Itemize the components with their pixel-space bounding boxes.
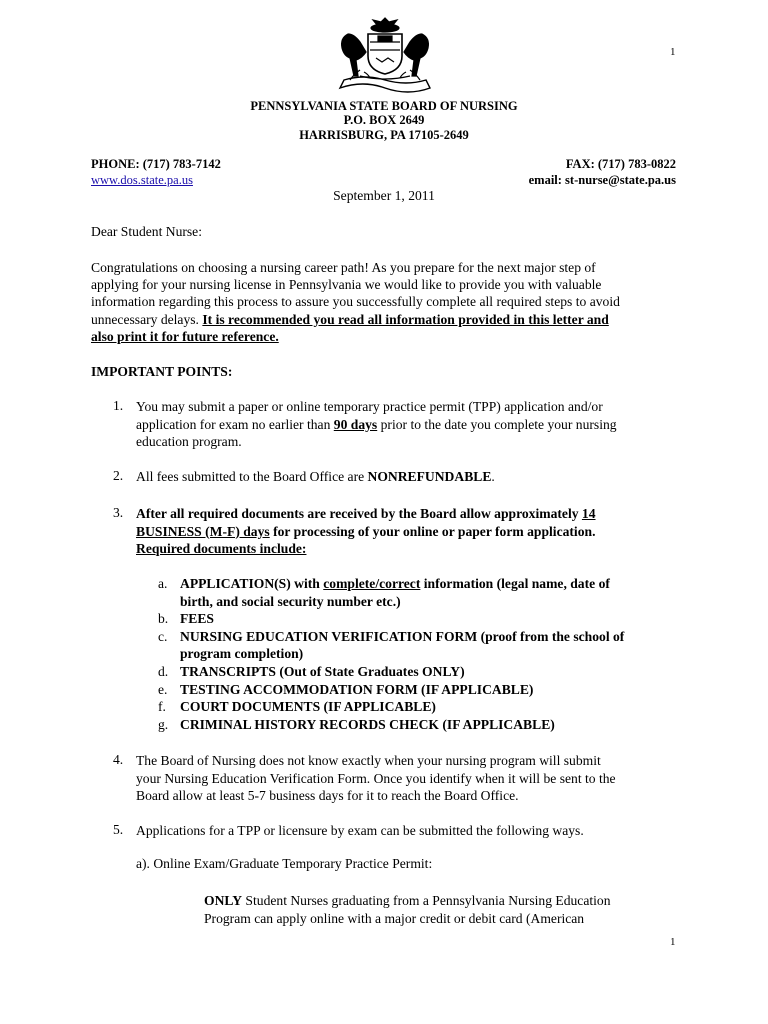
list-letter: a. — [158, 576, 168, 591]
point-line — [136, 416, 696, 434]
list-text: NURSING EDUCATION VERIFICATION FORM (proof from the school of — [180, 628, 625, 644]
paragraph-emphasis: ONLY — [204, 893, 243, 908]
website-link[interactable]: www.dos.state.pa.us — [91, 173, 193, 187]
salutation: Dear Student Nurse: — [91, 224, 202, 239]
list-letter: b. — [158, 611, 169, 627]
point-line: The Board of Nursing does not know exactly when your nursing program will submit — [136, 753, 601, 768]
intro-paragraph — [91, 259, 691, 345]
list-letter: d. — [158, 663, 169, 679]
point-3-text — [136, 505, 696, 558]
list-letter: c. — [158, 628, 168, 644]
point-line: You may submit a paper or online temporary practice permit (TPP) application and/or — [136, 399, 603, 414]
fax-number: FAX: (717) 783-0822 — [565, 157, 676, 171]
point-text: application for exam no earlier than — [136, 416, 334, 432]
online-application-paragraph — [204, 892, 684, 927]
point-emphasis: 14 — [581, 506, 596, 521]
header-agency-name: PENNSYLVANIA STATE BOARD OF NURSING — [250, 99, 518, 113]
point-number: 1. — [113, 398, 124, 413]
list-text: CRIMINAL HISTORY RECORDS CHECK (IF APPLICABLE) — [180, 716, 555, 732]
point-emphasis: BUSINESS (M-F) days — [136, 523, 270, 539]
point-text: prior to the date you complete your nursing — [377, 416, 617, 432]
page-number-bottom: 1 — [670, 936, 676, 948]
list-item — [158, 716, 698, 734]
subsection-a-heading: a). Online Exam/Graduate Temporary Practice Permit: — [136, 856, 433, 871]
email-address: email: st-nurse@state.pa.us — [528, 173, 676, 187]
list-item — [158, 663, 698, 681]
intro-line: information regarding this process to assure you successfully complete all required steps to avoid — [91, 294, 620, 310]
header-po-box: P.O. BOX 2649 — [343, 113, 425, 127]
paragraph-line — [204, 892, 684, 910]
list-letter: g. — [158, 716, 169, 732]
list-text: COURT DOCUMENTS (IF APPLICABLE) — [180, 699, 436, 715]
point-line — [136, 523, 696, 541]
point-line: your Nursing Education Verification Form. Once you identify when it will be sent to the — [136, 770, 616, 786]
intro-emphasis: also print it for future reference. — [91, 328, 279, 344]
phone-number: PHONE: (717) 783-7142 — [91, 157, 221, 171]
point-emphasis: NONREFUNDABLE — [367, 469, 492, 484]
list-item — [158, 575, 698, 593]
point-line: education program. — [136, 434, 242, 449]
intro-line: Congratulations on choosing a nursing career path! As you prepare for the next major step of — [91, 260, 596, 275]
list-item — [158, 610, 698, 628]
letter-date: September 1, 2011 — [333, 188, 435, 203]
paragraph-line: Program can apply online with a major credit or debit card (American — [204, 910, 585, 926]
intro-emphasis: It is recommended you read all information provided in this letter and — [202, 311, 609, 327]
list-item — [158, 628, 698, 646]
intro-line: applying for your nursing license in Pennsylvania we would like to provide you with valuable — [91, 277, 602, 293]
list-emphasis: complete/correct — [323, 576, 421, 591]
list-continuation: program completion) — [180, 646, 304, 662]
intro-text: unnecessary delays. — [91, 311, 203, 327]
point-1-text — [136, 398, 696, 451]
point-text: After all required documents are received by the Board allow approximately — [136, 506, 582, 521]
point-text: for processing of your online or paper form application. — [269, 523, 596, 539]
list-item — [158, 681, 698, 699]
point-number: 4. — [113, 752, 124, 767]
list-text: TRANSCRIPTS (Out of State Graduates ONLY) — [180, 663, 465, 679]
point-number: 5. — [113, 822, 124, 837]
point-4-text — [136, 752, 696, 805]
header-city: HARRISBURG, PA 17105-2649 — [299, 128, 469, 142]
intro-line — [91, 311, 691, 328]
list-item — [158, 698, 698, 716]
point-number: 3. — [113, 505, 124, 520]
paragraph-text: Student Nurses graduating from a Pennsylvania Nursing Education — [242, 893, 611, 908]
point-5-text: Applications for a TPP or licensure by exam can be submitted the following ways. — [136, 823, 584, 838]
list-text: APPLICATION(S) with — [180, 576, 324, 591]
list-letter: e. — [158, 681, 168, 697]
point-2-text — [136, 468, 696, 486]
list-text: FEES — [180, 611, 214, 627]
list-continuation: birth, and social security number etc.) — [180, 593, 401, 609]
page-number-top: 1 — [670, 46, 676, 58]
point-number: 2. — [113, 468, 124, 483]
point-line: Board allow at least 5-7 business days for it to reach the Board Office. — [136, 788, 519, 803]
point-line — [136, 505, 696, 523]
point-text: All fees submitted to the Board Office are — [136, 469, 368, 484]
state-seal-icon — [330, 14, 440, 96]
list-letter: f. — [158, 699, 166, 715]
point-text: . — [491, 469, 495, 484]
point-emphasis: 90 days — [333, 416, 378, 432]
list-text: information (legal name, date of — [420, 576, 610, 591]
list-text: TESTING ACCOMMODATION FORM (IF APPLICABLE) — [180, 681, 534, 697]
point-line: Required documents include: — [136, 541, 307, 556]
required-documents-list — [158, 575, 698, 733]
important-points-heading: IMPORTANT POINTS: — [91, 364, 233, 379]
